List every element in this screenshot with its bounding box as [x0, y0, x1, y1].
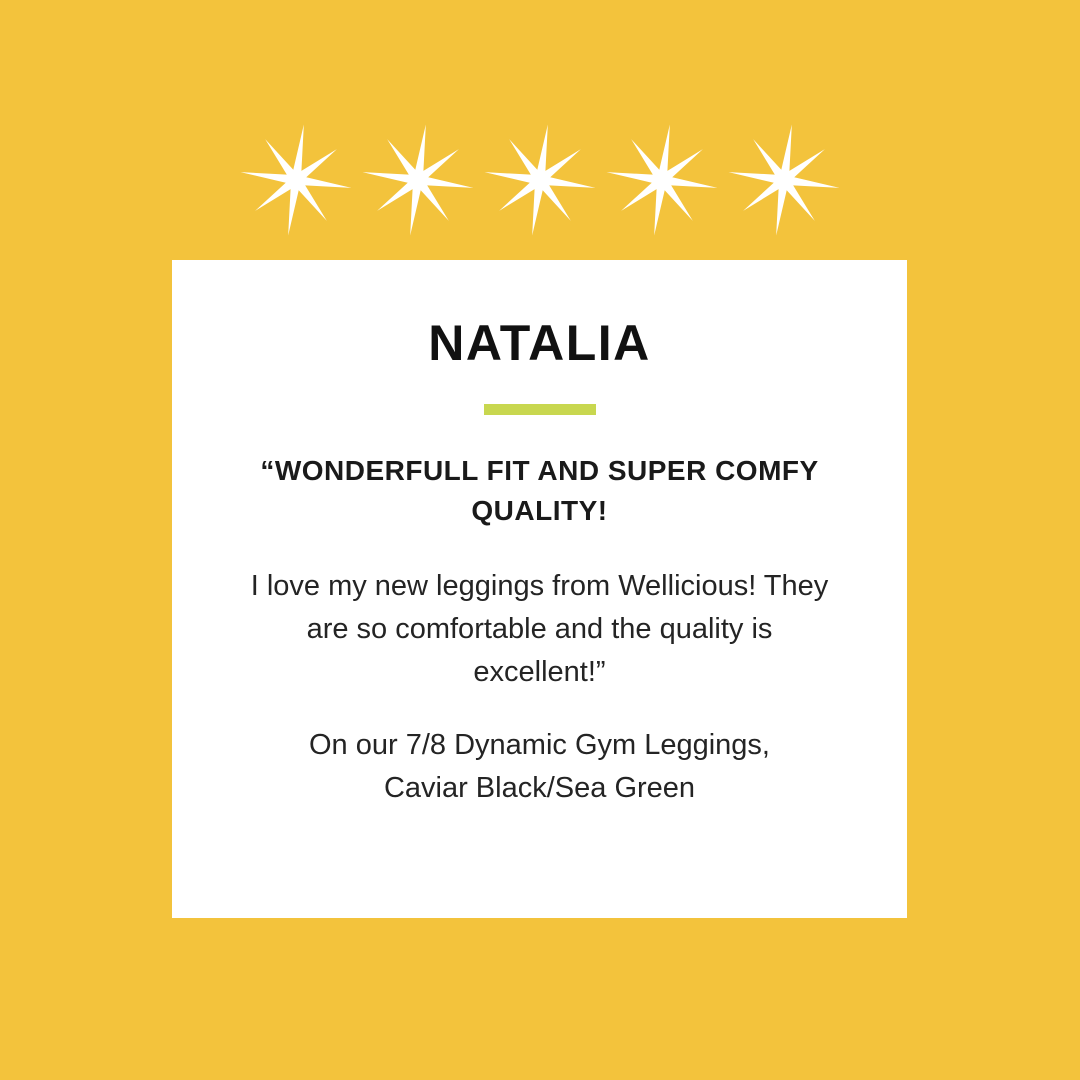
star-icon: [360, 122, 476, 238]
star-rating: [0, 122, 1080, 238]
star-icon: [726, 122, 842, 238]
star-icon: [238, 122, 354, 238]
divider-bar: [484, 404, 596, 415]
product-reference-line: On our 7/8 Dynamic Gym Leggings,: [309, 729, 770, 761]
testimonial-card: [172, 260, 907, 918]
review-headline-line: “WONDERFULL FIT AND SUPER COMFY: [260, 455, 819, 486]
review-headline-line: QUALITY!: [471, 495, 608, 526]
review-quote: [220, 565, 859, 694]
product-reference-line: Caviar Black/Sea Green: [383, 772, 696, 804]
product-reference: [220, 724, 859, 810]
review-headline: [220, 451, 859, 531]
reviewer-name: NATALIA: [428, 315, 651, 371]
review-quote-line: I love my new leggings from Wellicious! They: [250, 570, 829, 602]
review-quote-line: excellent!”: [473, 656, 606, 688]
star-icon: [482, 122, 598, 238]
review-quote-line: are so comfortable and the quality is: [306, 613, 773, 645]
star-icon: [604, 122, 720, 238]
